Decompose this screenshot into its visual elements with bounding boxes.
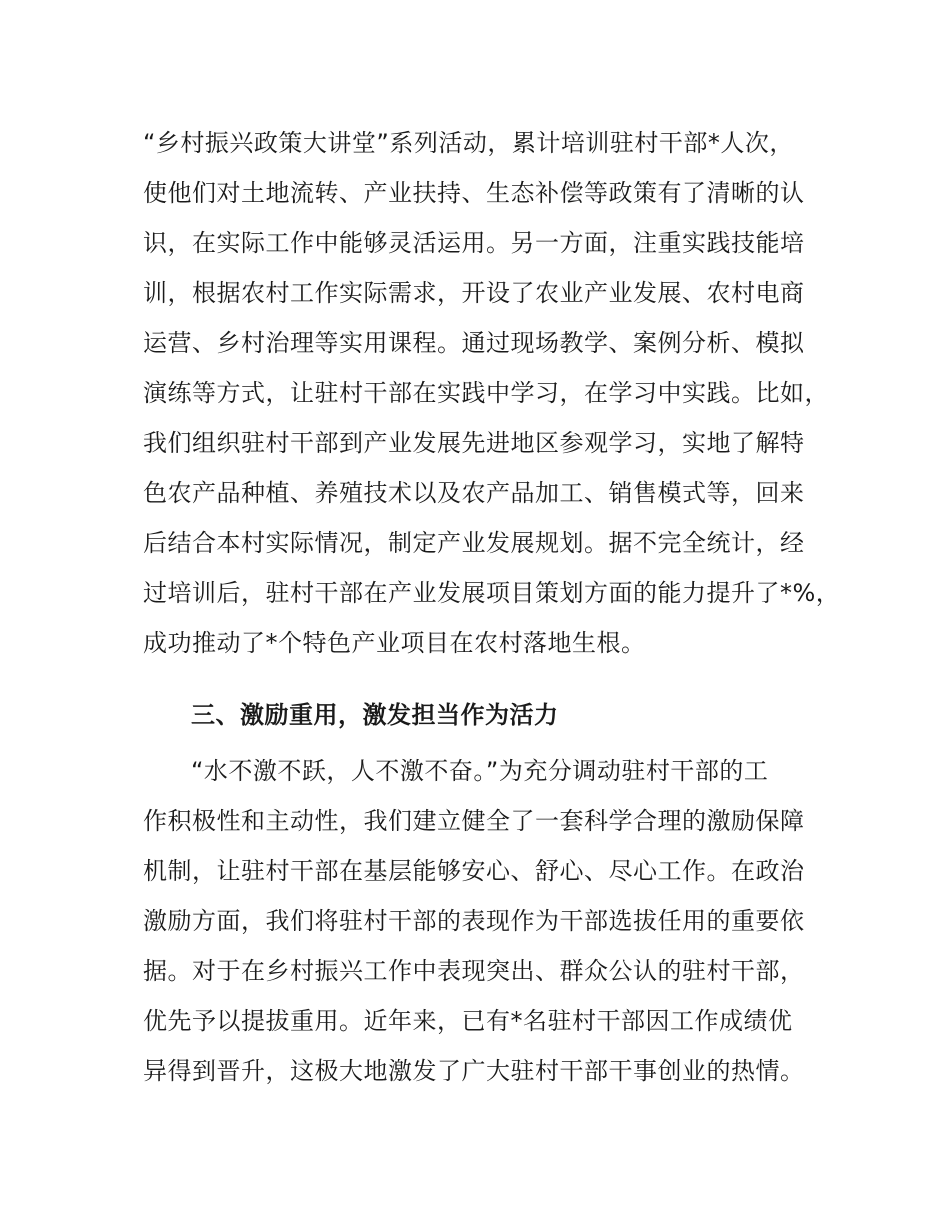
text-line: 演练等方式，让驻村干部在实践中学习，在学习中实践。比如， xyxy=(143,379,829,407)
text-line: 机制，让驻村干部在基层能够安心、舒心、尽心工作。在政治 xyxy=(143,857,805,885)
text-line: 作积极性和主动性，我们建立健全了一套科学合理的激励保障 xyxy=(143,807,805,835)
text-line: 后结合本村实际情况，制定产业发展规划。据不完全统计，经 xyxy=(143,529,805,557)
section-heading: 三、激励重用，激发担当作为活力 xyxy=(191,701,559,729)
text-line: “水不激不跃，人不激不奋。”为充分调动驻村干部的工 xyxy=(191,757,769,785)
text-line: 训，根据农村工作实际需求，开设了农业产业发展、农村电商 xyxy=(143,279,805,307)
text-line: 识，在实际工作中能够灵活运用。另一方面，注重实践技能培 xyxy=(143,229,805,257)
document-page xyxy=(143,118,841,1096)
text-line: 优先予以提拔重用。近年来，已有*名驻村干部因工作成绩优 xyxy=(143,1007,793,1035)
paragraph-incentive xyxy=(143,746,833,1096)
text-line: 使他们对土地流转、产业扶持、生态补偿等政策有了清晰的认 xyxy=(143,179,805,207)
paragraph-training xyxy=(143,118,841,668)
spacer xyxy=(143,668,833,690)
text-line: 过培训后，驻村干部在产业发展项目策划方面的能力提升了*%， xyxy=(143,579,841,607)
text-line: “乡村振兴政策大讲堂”系列活动，累计培训驻村干部*人次， xyxy=(143,129,794,157)
text-line: 运营、乡村治理等实用课程。通过现场教学、案例分析、模拟 xyxy=(143,329,805,357)
text-line: 据。对于在乡村振兴工作中表现突出、群众公认的驻村干部， xyxy=(143,957,805,985)
text-line: 成功推动了*个特色产业项目在农村落地生根。 xyxy=(143,629,646,657)
text-line: 激励方面，我们将驻村干部的表现作为干部选拔任用的重要依 xyxy=(143,907,805,935)
text-line: 色农产品种植、养殖技术以及农产品加工、销售模式等，回来 xyxy=(143,479,805,507)
text-line: 异得到晋升，这极大地激发了广大驻村干部干事创业的热情。 xyxy=(143,1057,805,1085)
text-line: 我们组织驻村干部到产业发展先进地区参观学习，实地了解特 xyxy=(143,429,805,457)
